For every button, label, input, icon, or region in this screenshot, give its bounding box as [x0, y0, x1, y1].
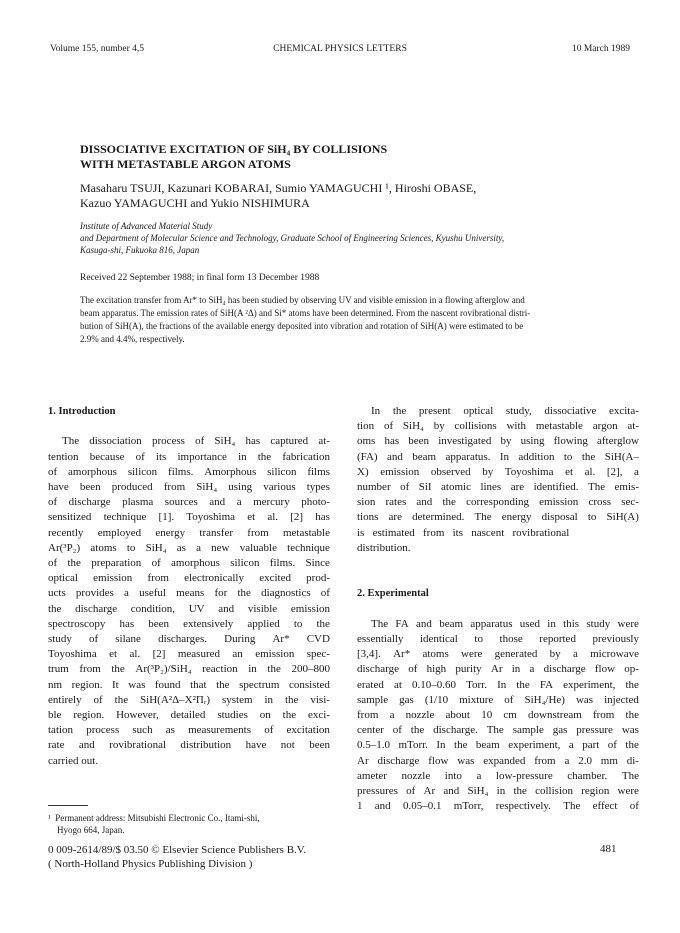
journal-name: CHEMICAL PHYSICS LETTERS — [273, 44, 407, 54]
title-line: WITH METASTABLE ARGON ATOMS — [80, 157, 291, 171]
body-line: essentially identical to those reported previously — [357, 632, 639, 645]
body-line: tion of SiH₄ by collisions with metastable argon at- — [357, 420, 639, 433]
body-line: is estimated from its nascent rovibrational — [357, 526, 570, 539]
body-line: carried out. — [48, 754, 99, 767]
footnote-divider — [48, 805, 88, 806]
body-line: number of SiI atomic lines are identified. The emis- — [357, 481, 639, 494]
affiliation-line: Institute of Advanced Material Study — [80, 221, 213, 231]
issue-date: 10 March 1989 — [571, 44, 630, 54]
body-line: [3,4]. Ar* atoms were generated by a microwave — [357, 648, 639, 661]
publisher-info — [48, 843, 306, 871]
left-column — [48, 404, 330, 769]
body-line: Ar(³P₂) atoms to SiH₄ as a new valuable technique — [48, 541, 330, 554]
body-line: of discharge plasma sources and a mercury photo- — [48, 496, 330, 509]
abstract-line: beam apparatus. The emission rates of SiH(A ²Δ) and Si* atoms have been determined. From the nascent rovibrational distri- — [80, 308, 531, 318]
abstract-line: The excitation transfer from Ar* to SiH₄ has been studied by observing UV and visible emission in a flowing afterglow and — [80, 295, 525, 305]
body-line: distribution. — [357, 541, 411, 554]
footnote-line: Hyogo 664, Japan. — [48, 825, 125, 835]
body-line: discharge of high purity Ar in a discharge flow op- — [357, 663, 639, 676]
article-title — [80, 142, 560, 172]
copyright-line: 0 009-2614/89/$ 03.50 © Elsevier Science Publishers B.V. — [48, 844, 307, 856]
body-line: of the preparation of amorphous silicon films. Since — [48, 557, 330, 569]
body-line: Ar discharge flow was expanded from a 2.0 mm di- — [357, 754, 639, 767]
body-line: entirely of the SiH(A²Δ–X²Πᵣ) system in the visi- — [48, 693, 330, 706]
section-heading-experimental: 2. Experimental — [357, 588, 429, 600]
body-line: sion rates and the corresponding emission cross sec- — [357, 496, 639, 509]
body-line: spectroscopy has been extensively applied to the — [48, 617, 330, 630]
body-line: ameter nozzle into a low-pressure chamber. The — [357, 769, 639, 782]
author-line: Masaharu TSUJI, Kazunari KOBARAI, Sumio YAMAGUCHI ¹, Hiroshi OBASE, — [80, 181, 477, 195]
affiliation-line: and Department of Molecular Science and Technology, Graduate School of Engineering Sciences, Kyushu University, — [80, 233, 505, 243]
section-heading-introduction: 1. Introduction — [48, 406, 116, 417]
body-line: tions are determined. The energy disposal to SiH(A) — [357, 511, 639, 524]
page-number: 481 — [600, 843, 617, 855]
body-line: recently employed energy transfer from metastable — [48, 526, 330, 539]
body-line: optical emission from electronically excited prod- — [48, 572, 330, 585]
body-line: study of silane discharges. During Ar* CVD — [48, 633, 330, 646]
body-line: of amorphous silicon films. Amorphous silicon films — [48, 465, 330, 478]
volume-info: Volume 155, number 4,5 — [50, 44, 145, 54]
body-line: The dissociation process of SiH₄ has captured at- — [62, 435, 330, 448]
division-line: ( North-Holland Physics Publishing Division ) — [48, 858, 253, 870]
affiliation — [80, 220, 620, 256]
abstract-line: 2.9% and 4.4%, respectively. — [80, 334, 185, 344]
body-line: sample gas (1/10 mixture of SiH₄/He) was injected — [357, 693, 639, 706]
received-date: Received 22 September 1988; in final form 13 December 1988 — [80, 273, 320, 283]
body-line: 1 and 0.05–0.1 mTorr, respectively. The effect of — [357, 800, 639, 813]
body-line: rate and rovibrational distribution have not been — [48, 739, 330, 752]
author-list — [80, 181, 600, 211]
running-header — [50, 44, 630, 58]
body-line: center of the discharge. The sample gas pressure was — [357, 724, 639, 737]
body-line: tation process such as measurements of excitation — [48, 724, 330, 737]
body-line: 0.5–1.0 mTorr. In the beam experiment, a part of the — [357, 739, 639, 752]
body-line: erated at 0.10–0.60 Torr. In the FA experiment, the — [357, 678, 639, 691]
footnote — [48, 812, 330, 836]
author-line: Kazuo YAMAGUCHI and Yukio NISHIMURA — [80, 196, 310, 210]
body-line: X) emission observed by Toyoshima et al. [2], a — [357, 465, 639, 478]
body-line: from a nozzle about 10 cm downstream from the — [357, 709, 639, 721]
body-line: Toyoshima et al. [2] measured an emission spec- — [48, 648, 330, 661]
right-column — [357, 404, 639, 814]
body-line: (FA) and beam apparatus. In addition to the SiH(A– — [357, 450, 639, 463]
abstract — [80, 294, 602, 346]
body-line: the discharge condition, UV and visible emission — [48, 602, 330, 615]
body-line: trum from the Ar(³P₂)/SiH₄ reaction in the 200–800 — [48, 663, 330, 676]
body-line: tention because of its importance in the fabrication — [48, 450, 330, 463]
abstract-line: bution of SiH(A), the fractions of the available energy deposited into vibration and rotation of SiH(A) were estimated to be — [80, 321, 524, 331]
footnote-line: ¹ Permanent address: Mitsubishi Electronic Co., Itami-shi, — [48, 813, 260, 823]
body-line: sensitized technique [1]. Toyoshima et al. [2] has — [48, 511, 330, 524]
body-line: pressures of Ar and SiH₄ in the collision region were — [357, 785, 639, 798]
body-line: nm region. It was found that the spectrum consisted — [48, 678, 330, 691]
body-line: In the present optical study, dissociative excita- — [371, 405, 639, 417]
body-line: ble region. However, detailed studies on the exci- — [48, 709, 330, 722]
title-line: DISSOCIATIVE EXCITATION OF SiH₄ BY COLLISIONS — [80, 142, 388, 156]
body-line: The FA and beam apparatus used in this study were — [371, 617, 639, 630]
body-line: have been produced from SiH₄ using various types — [48, 480, 330, 493]
affiliation-line: Kasuga-shi, Fukuoka 816, Japan — [80, 245, 200, 255]
body-line: ucts provides a useful means for the diagnostics of — [48, 587, 330, 600]
body-line: oms has been investigated by using flowing afterglow — [357, 435, 639, 448]
